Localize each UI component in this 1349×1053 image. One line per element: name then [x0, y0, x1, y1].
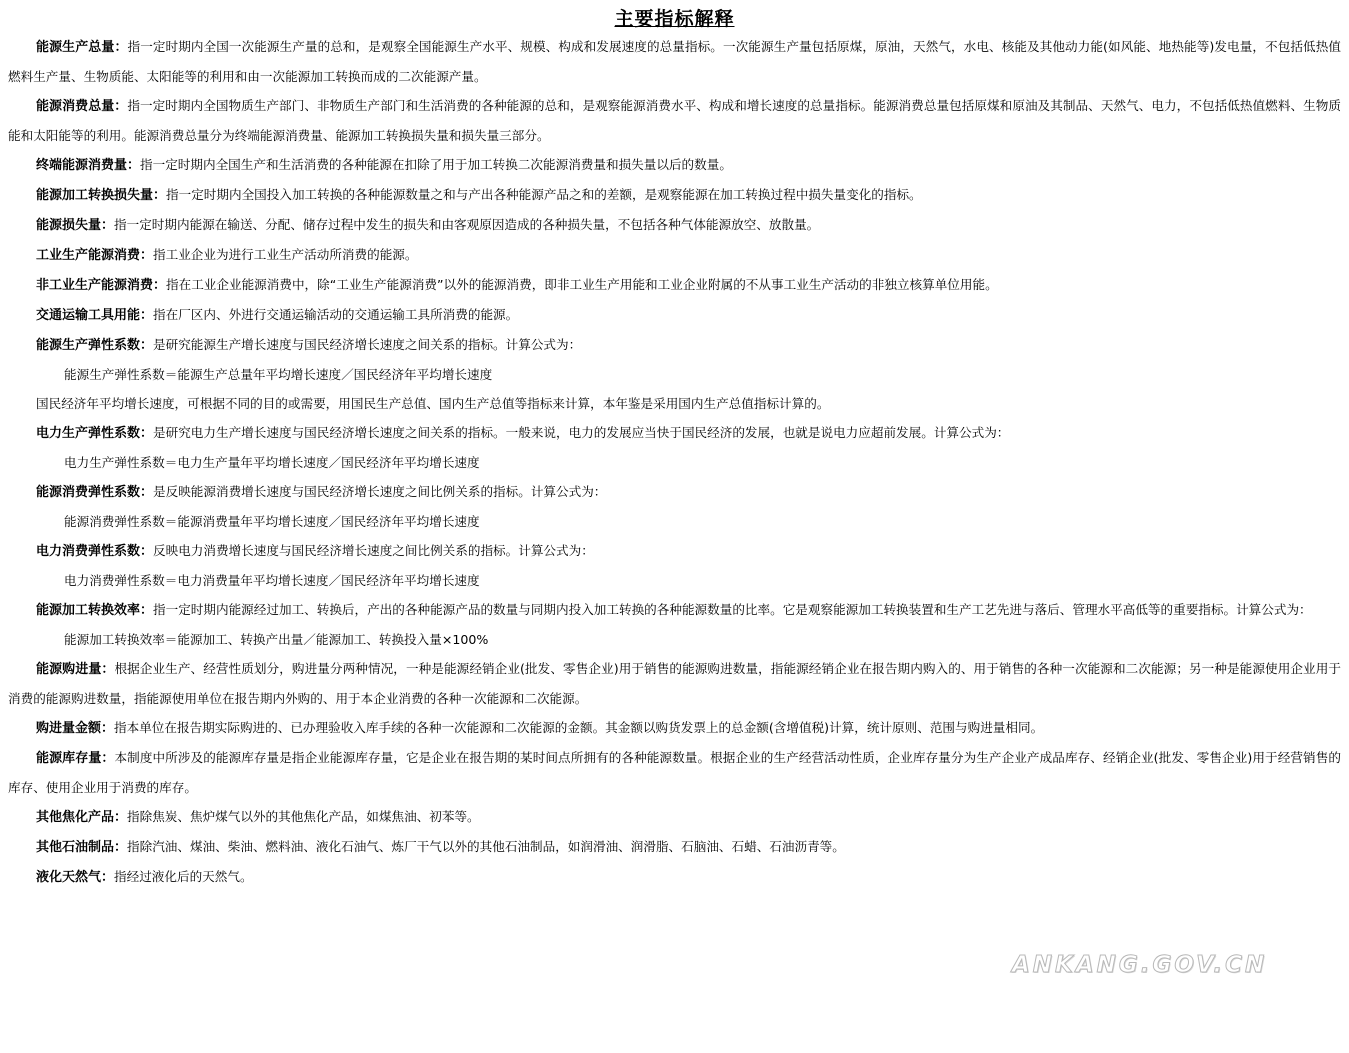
- entry-definition: 根据企业生产、经营性质划分，购进量分两种情况，一种是能源经销企业(批发、零售企业)用于销售的能源购进数量，指能源经销企业在报告期内购入的、用于销售的各种一次能源和二次能源；另一种是能源使用企业用于消费的能源购进数量，指能源使用单位在报告期内外购的、用于本企业消费的各种一次能源和二次能源。: [8, 661, 1341, 706]
- formula-note: 国民经济年平均增长速度，可根据不同的目的或需要，用国民生产总值、国内生产总值等指标来计算，本年鉴是采用国内生产总值指标计算的。: [36, 396, 830, 411]
- entry-term: 其他焦化产品：: [36, 810, 128, 825]
- entry-term: 能源库存量：: [36, 751, 115, 766]
- entry-definition: 指除汽油、煤油、柴油、燃料油、液化石油气、炼厂干气以外的其他石油制品，如润滑油、润滑脂、石脑油、石蜡、石油沥青等。: [127, 839, 845, 854]
- document-body: [8, 6, 1341, 892]
- entry-definition: 指一定时期内能源在输送、分配、储存过程中发生的损失和由客观原因造成的各种损失量，不包括各种气体能源放空、放散量。: [114, 217, 820, 232]
- formula: 能源加工转换效率＝能源加工、转换产出量／能源加工、转换投入量×100%: [64, 632, 489, 647]
- entry-energy-production-elasticity: [8, 330, 1341, 360]
- entry-definition: 指一定时期内能源经过加工、转换后，产出的各种能源产品的数量与同期内投入加工转换的各种能源数量的比率。它是观察能源加工转换装置和生产工艺先进与落后、管理水平高低等的重要指标。计算公式为：: [153, 602, 1312, 617]
- entry-term: 其他石油制品：: [36, 840, 128, 855]
- entry-energy-consumption-total: [8, 91, 1341, 150]
- entry-term: 电力消费弹性系数：: [36, 544, 154, 559]
- entry-definition: 本制度中所涉及的能源库存量是指企业能源库存量，它是企业在报告期的某时间点所拥有的各种能源数量。根据企业的生产经营活动性质，企业库存量分为生产企业产成品库存、经销企业(批发、零售企业)用于经营销售的库存、使用企业用于消费的库存。: [8, 750, 1341, 795]
- entry-other-petroleum-products: [8, 832, 1341, 862]
- entry-definition: 指除焦炭、焦炉煤气以外的其他焦化产品，如煤焦油、初苯等。: [127, 809, 480, 824]
- entry-final-energy-consumption: [8, 150, 1341, 180]
- entry-energy-consumption-elasticity: [8, 477, 1341, 507]
- entry-non-industrial-energy: [8, 270, 1341, 300]
- entry-energy-inventory: [8, 743, 1341, 802]
- entry-definition: 指在工业企业能源消费中，除“工业生产能源消费”以外的能源消费，即非工业生产用能和工业企业附属的不从事工业生产活动的非独立核算单位用能。: [166, 277, 998, 292]
- formula: 电力生产弹性系数＝电力生产量年平均增长速度／国民经济年平均增长速度: [64, 455, 480, 470]
- entry-term: 电力生产弹性系数：: [36, 426, 154, 441]
- entry-definition: 指一定时期内全国生产和生活消费的各种能源在扣除了用于加工转换二次能源消费量和损失量以后的数量。: [140, 157, 732, 172]
- entry-definition: 反映电力消费增长速度与国民经济增长速度之间比例关系的指标。计算公式为：: [153, 543, 594, 558]
- entry-term: 能源消费总量：: [36, 99, 128, 114]
- entry-term: 液化天然气：: [36, 870, 115, 885]
- entry-definition: 指一定时期内全国一次能源生产量的总和，是观察全国能源生产水平、规模、构成和发展速度的总量指标。一次能源生产量包括原煤，原油，天然气，水电、核能及其他动力能(如风能、地热能等)发电量，不包括低热值燃料生产量、生物质能、太阳能等的利用和由一次能源加工转换而成的二次能源产量。: [8, 39, 1341, 84]
- entry-lng: [8, 862, 1341, 892]
- entry-conversion-loss: [8, 180, 1341, 210]
- formula: 能源生产弹性系数＝能源生产总量年平均增长速度／国民经济年平均增长速度: [64, 367, 493, 382]
- entry-energy-purchase: [8, 654, 1341, 713]
- entry-term: 能源生产弹性系数：: [36, 338, 154, 353]
- entry-purchase-amount: [8, 713, 1341, 743]
- entry-term: 交通运输工具用能：: [36, 308, 154, 323]
- entry-power-consumption-elasticity: [8, 536, 1341, 566]
- site-watermark: ANKANG.GOV.CN: [1012, 952, 1268, 978]
- entry-definition: 是研究能源生产增长速度与国民经济增长速度之间关系的指标。计算公式为：: [153, 337, 582, 352]
- entry-term: 购进量金额：: [36, 721, 115, 736]
- entry-transport-energy: [8, 300, 1341, 330]
- entry-definition: 指经过液化后的天然气。: [114, 869, 253, 884]
- entry-other-coking-products: [8, 802, 1341, 832]
- entry-term: 能源生产总量：: [36, 40, 128, 55]
- formula: 能源消费弹性系数＝能源消费量年平均增长速度／国民经济年平均增长速度: [64, 514, 480, 529]
- entry-power-production-elasticity: [8, 418, 1341, 448]
- entry-term: 能源加工转换损失量：: [36, 188, 167, 203]
- entry-definition: 指在厂区内、外进行交通运输活动的交通运输工具所消费的能源。: [153, 307, 519, 322]
- entry-industrial-energy: [8, 240, 1341, 270]
- entry-term: 能源消费弹性系数：: [36, 485, 154, 500]
- entry-conversion-efficiency: [8, 595, 1341, 625]
- entry-definition: 指本单位在报告期实际购进的、已办理验收入库手续的各种一次能源和二次能源的金额。其金额以购货发票上的总金额(含增值税)计算，统计原则、范围与购进量相同。: [114, 720, 1044, 735]
- entry-definition: 指一定时期内全国投入加工转换的各种能源数量之和与产出各种能源产品之和的差额，是观察能源在加工转换过程中损失量变化的指标。: [166, 187, 922, 202]
- entry-term: 终端能源消费量：: [36, 158, 141, 173]
- entry-term: 工业生产能源消费：: [36, 248, 154, 263]
- formula: 电力消费弹性系数＝电力消费量年平均增长速度／国民经济年平均增长速度: [64, 573, 480, 588]
- entry-term: 非工业生产能源消费：: [36, 278, 167, 293]
- entry-term: 能源加工转换效率：: [36, 603, 154, 618]
- page-title: 主要指标解释: [614, 8, 735, 30]
- entry-energy-loss: [8, 210, 1341, 240]
- entry-definition: 指工业企业为进行工业生产活动所消费的能源。: [153, 247, 418, 262]
- entry-definition: 是研究电力生产增长速度与国民经济增长速度之间关系的指标。一般来说，电力的发展应当快于国民经济的发展，也就是说电力应超前发展。计算公式为：: [153, 425, 1010, 440]
- entry-term: 能源损失量：: [36, 218, 115, 233]
- entry-definition: 指一定时期内全国物质生产部门、非物质生产部门和生活消费的各种能源的总和，是观察能源消费水平、构成和增长速度的总量指标。能源消费总量包括原煤和原油及其制品、天然气、电力，不包括低热值燃料、生物质能和太阳能等的利用。能源消费总量分为终端能源消费量、能源加工转换损失量和损失量三部分。: [8, 98, 1341, 143]
- entry-term: 能源购进量：: [36, 662, 115, 677]
- entry-energy-production-total: [8, 32, 1341, 91]
- entry-definition: 是反映能源消费增长速度与国民经济增长速度之间比例关系的指标。计算公式为：: [153, 484, 607, 499]
